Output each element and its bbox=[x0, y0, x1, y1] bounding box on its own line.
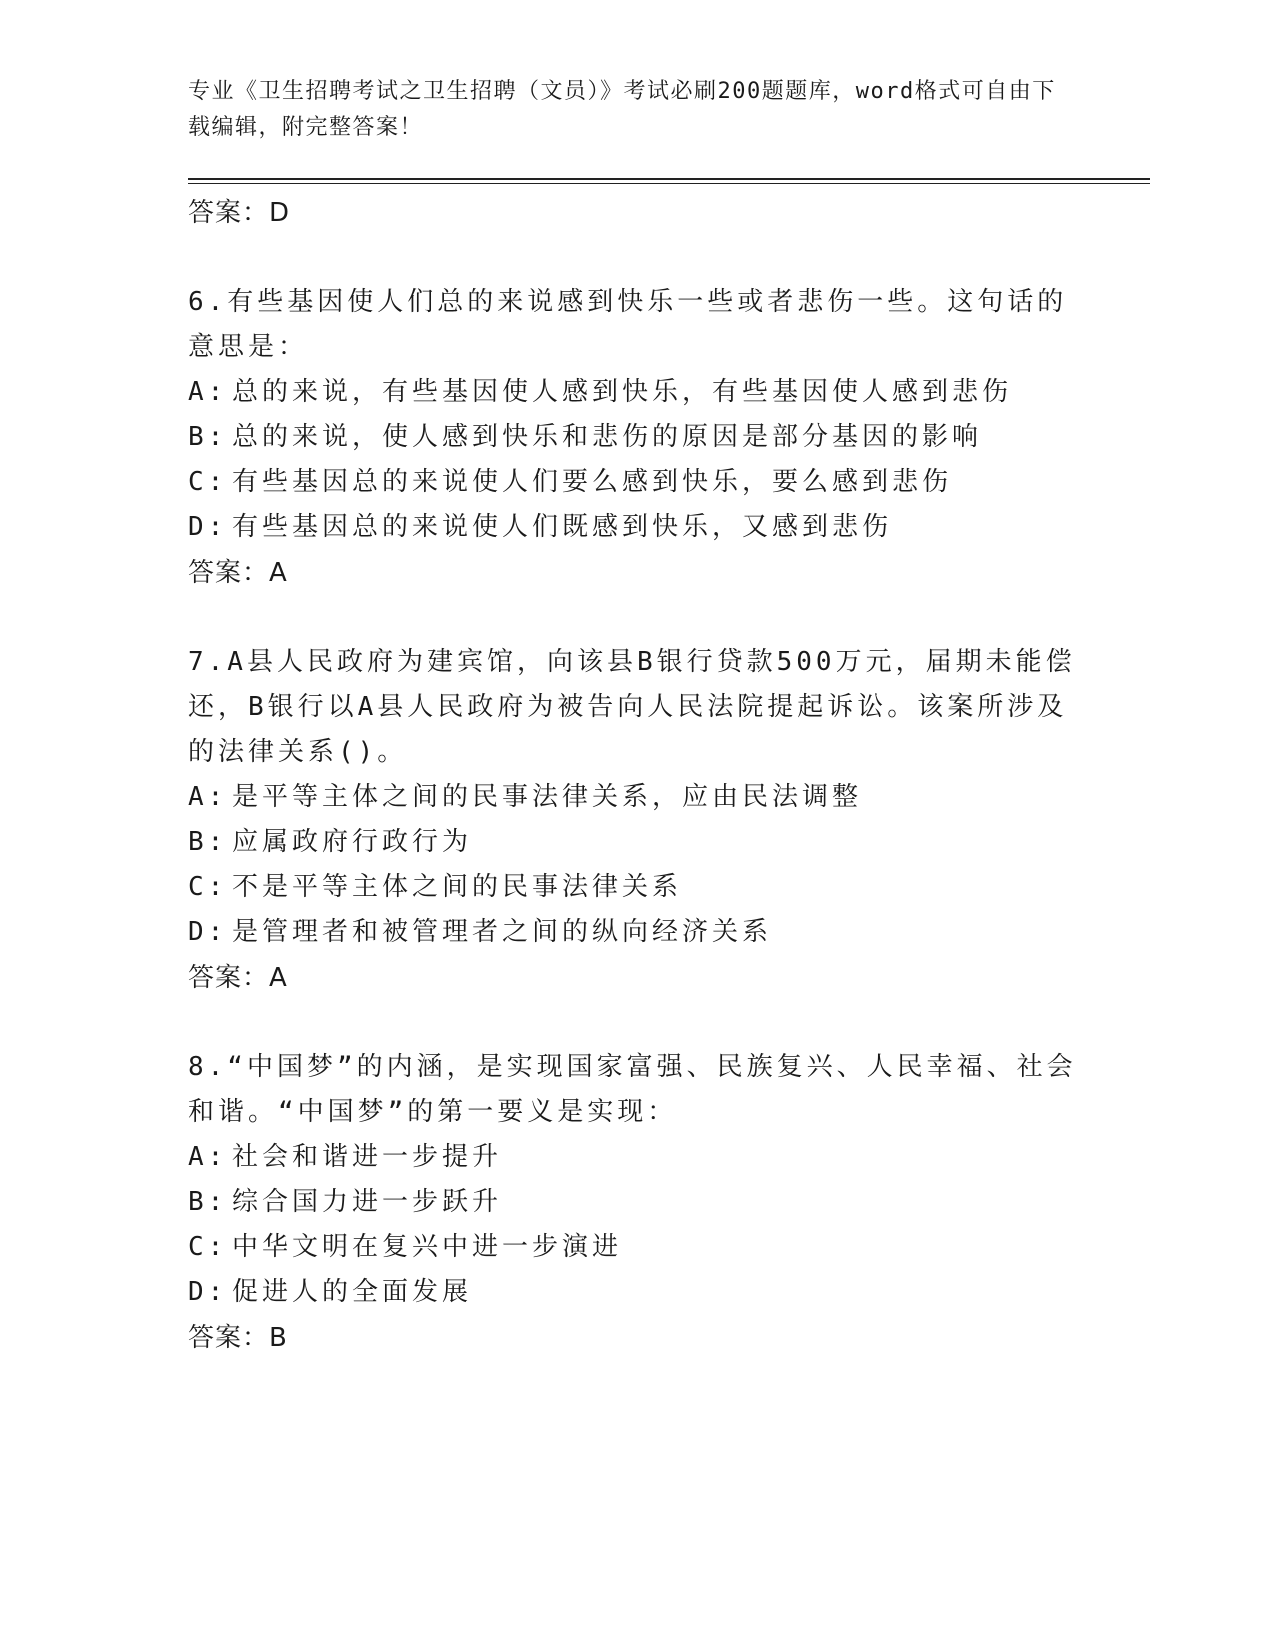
option-key: A: bbox=[188, 782, 228, 812]
option-key: C: bbox=[188, 1232, 228, 1262]
option-key: A: bbox=[188, 377, 228, 407]
option-text: 总的来说，有些基因使人感到快乐，有些基因使人感到悲伤 bbox=[232, 377, 1013, 407]
option-b bbox=[188, 415, 1088, 460]
option-key: B: bbox=[188, 1187, 228, 1217]
header-divider-thick bbox=[188, 178, 1150, 180]
option-text: 应属政府行政行为 bbox=[232, 827, 473, 857]
question-stem: 7.A县人民政府为建宾馆，向该县B银行贷款500万元，届期未能偿还，B银行以A县人民政府为被告向人民法院提起诉讼。该案所涉及的法律关系()。 bbox=[188, 647, 1076, 767]
option-c bbox=[188, 1225, 1088, 1270]
option-text: 是平等主体之间的民事法律关系，应由民法调整 bbox=[232, 782, 863, 812]
question-answer: 答案：B bbox=[188, 1323, 288, 1353]
option-b bbox=[188, 820, 1088, 865]
option-b bbox=[188, 1180, 1088, 1225]
option-a bbox=[188, 370, 1088, 415]
option-key: B: bbox=[188, 827, 228, 857]
option-text: 有些基因总的来说使人们要么感到快乐，要么感到悲伤 bbox=[232, 467, 953, 497]
question-stem: 6.有些基因使人们总的来说感到快乐一些或者悲伤一些。这句话的意思是： bbox=[188, 287, 1068, 362]
question-8 bbox=[188, 1045, 1088, 1361]
option-key: D: bbox=[188, 512, 228, 542]
document-header: 专业《卫生招聘考试之卫生招聘（文员）》考试必刷200题题库，word格式可自由下载编辑，附完整答案！ bbox=[188, 79, 1056, 140]
option-c bbox=[188, 865, 1088, 910]
option-key: C: bbox=[188, 467, 228, 497]
option-key: A: bbox=[188, 1142, 228, 1172]
question-answer: 答案：A bbox=[188, 963, 288, 993]
option-text: 中华文明在复兴中进一步演进 bbox=[232, 1232, 623, 1262]
option-d bbox=[188, 505, 1088, 550]
option-d bbox=[188, 910, 1088, 955]
option-a bbox=[188, 775, 1088, 820]
option-d bbox=[188, 1270, 1088, 1315]
option-key: D: bbox=[188, 1277, 228, 1307]
question-list bbox=[188, 190, 1088, 1361]
option-text: 是管理者和被管理者之间的纵向经济关系 bbox=[232, 917, 773, 947]
option-key: C: bbox=[188, 872, 228, 902]
option-c bbox=[188, 460, 1088, 505]
question-6 bbox=[188, 280, 1088, 596]
question-stem: 8.“中国梦”的内涵，是实现国家富强、民族复兴、人民幸福、社会和谐。“中国梦”的第一要义是实现： bbox=[188, 1052, 1077, 1127]
option-text: 不是平等主体之间的民事法律关系 bbox=[232, 872, 683, 902]
question-answer: 答案：A bbox=[188, 558, 288, 588]
option-a bbox=[188, 1135, 1088, 1180]
option-text: 总的来说，使人感到快乐和悲伤的原因是部分基因的影响 bbox=[232, 422, 983, 452]
option-key: D: bbox=[188, 917, 228, 947]
option-text: 有些基因总的来说使人们既感到快乐，又感到悲伤 bbox=[232, 512, 893, 542]
question-7 bbox=[188, 640, 1088, 1001]
option-text: 促进人的全面发展 bbox=[232, 1277, 473, 1307]
option-text: 社会和谐进一步提升 bbox=[232, 1142, 503, 1172]
option-key: B: bbox=[188, 422, 228, 452]
previous-question-answer: 答案：D bbox=[188, 198, 291, 228]
option-text: 综合国力进一步跃升 bbox=[232, 1187, 503, 1217]
header-divider-thin bbox=[188, 183, 1150, 184]
